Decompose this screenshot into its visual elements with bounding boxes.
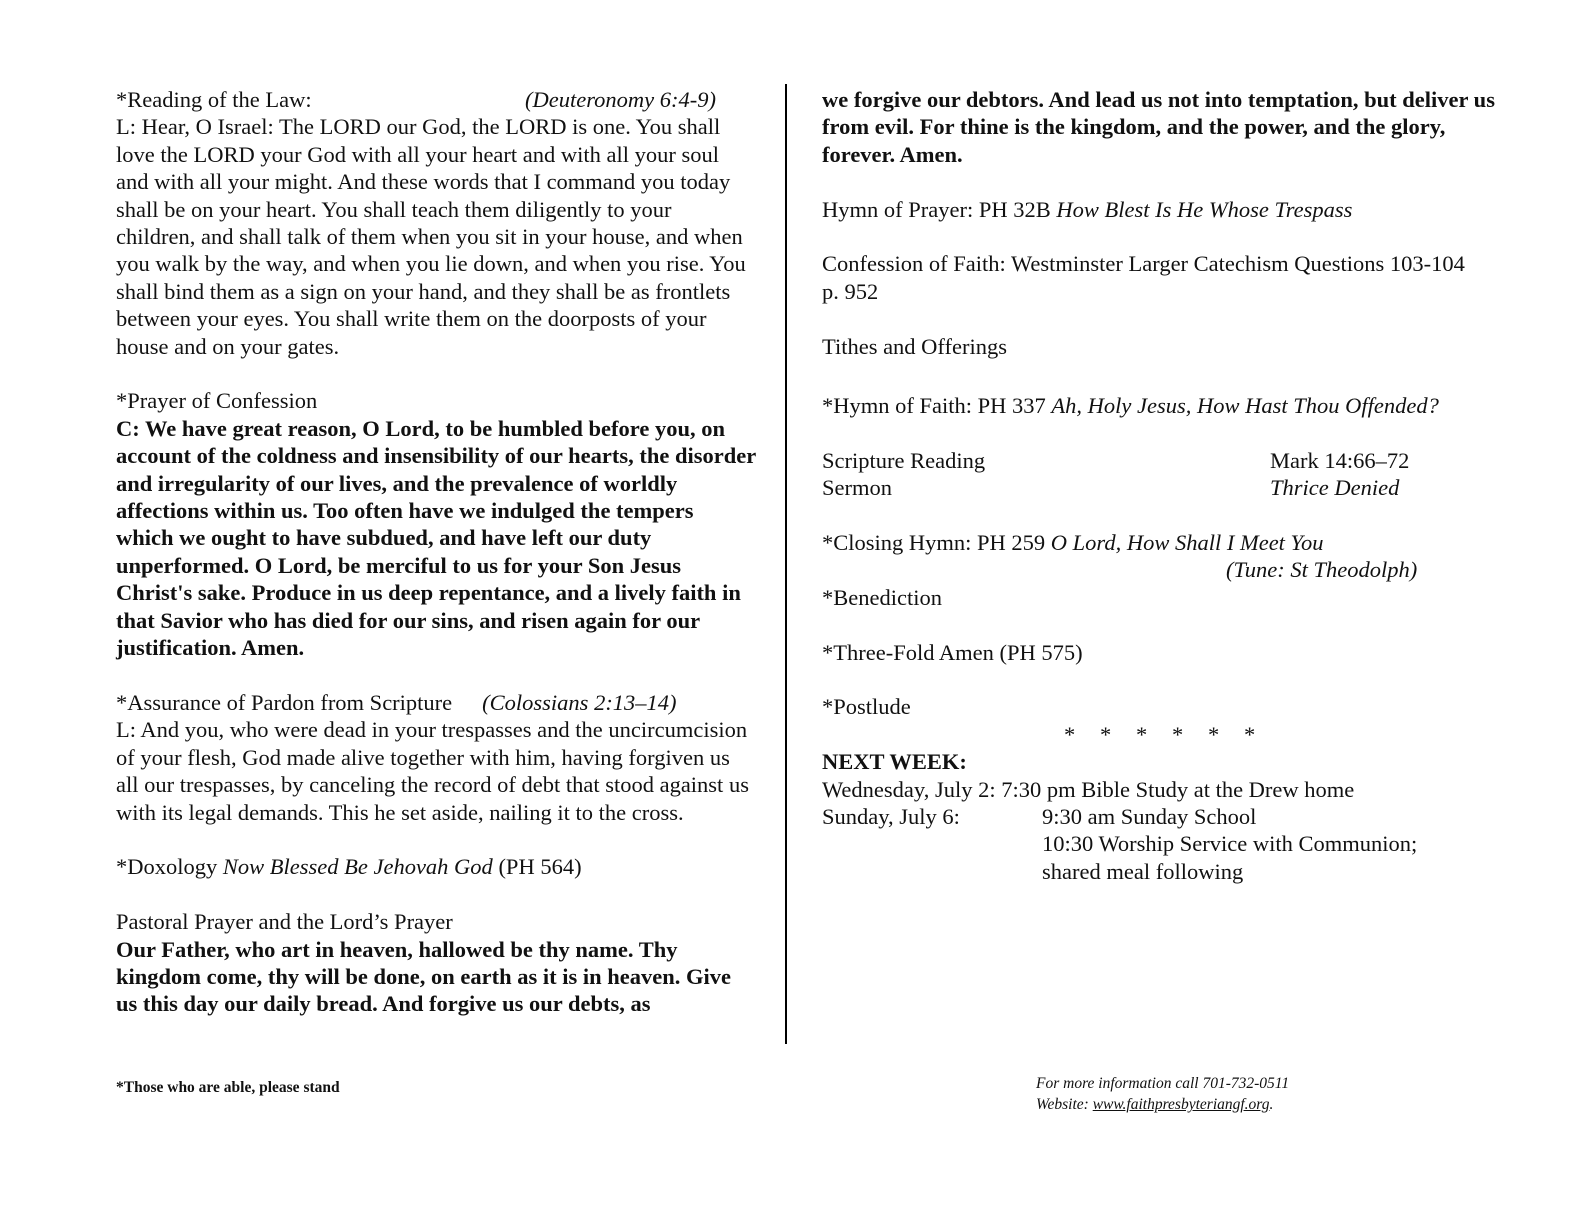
- three-fold-amen: *Three-Fold Amen (PH 575): [822, 639, 1083, 665]
- hymn-of-faith: [822, 392, 1522, 419]
- website-prefix: Website:: [1036, 1096, 1093, 1113]
- scripture-reading-row: [822, 447, 1422, 474]
- hymn-of-faith-prefix: *Hymn of Faith: PH 337: [822, 393, 1052, 419]
- scripture-reading-reference: Mark 14:66–72: [1270, 447, 1410, 473]
- sermon-row: [822, 474, 1422, 501]
- separator-star: *: [1172, 721, 1184, 747]
- lords-prayer-text: Our Father, who art in heaven, hallowed be thy name. Thy kingdom come, thy will be done, on earth as it is in heaven. Give us this day our daily bread. And forgive us our debts, as: [116, 936, 732, 1017]
- confession-text: C: We have great reason, O Lord, to be humbled before you, on account of the coldness and insensibility of our hearts, the disorder and irregularity of our lives, and the prevalence of worldly affections within us. Too often have we indulged the tempers which we ought to have subdued, and have left our duty unperformed. O Lord, be merciful to us for your Son Jesus Christ's sake. Produce in us deep repentance, and a lively faith in that Savior who has died for our sins, and risen again for our justification. Amen.: [116, 415, 756, 661]
- law-reference: (Deuteronomy 6:4-9): [525, 87, 716, 112]
- separator-star: *: [1136, 721, 1148, 747]
- sunday-event-2: 10:30 Worship Service with Communion;: [1042, 831, 1418, 857]
- tithes-and-offerings: Tithes and Offerings: [822, 333, 1007, 359]
- right-column: [822, 86, 1522, 885]
- hymn-of-prayer-title: How Blest Is He Whose Trespass: [1056, 196, 1353, 222]
- left-column: [116, 86, 756, 1018]
- closing-hymn-title: O Lord, How Shall I Meet You: [1050, 530, 1324, 556]
- separator-star: *: [1244, 721, 1256, 747]
- website-line: [1036, 1094, 1289, 1115]
- assurance-heading-row: [116, 689, 756, 716]
- website-suffix: .: [1269, 1096, 1274, 1113]
- benediction: *Benediction: [822, 584, 942, 610]
- separator-star: *: [1208, 721, 1220, 747]
- hymn-of-faith-title: Ah, Holy Jesus, How Hast Thou Offended?: [1051, 393, 1439, 419]
- closing-hymn-tune: (Tune: St Theodolph): [1226, 557, 1418, 583]
- doxology-suffix: (PH 564): [492, 854, 582, 880]
- column-divider: [785, 84, 787, 1044]
- lords-prayer-continued: we forgive our debtors. And lead us not into temptation, but deliver us from evil. For thine is the kingdom, and the power, and the glory, forever. Amen.: [822, 87, 1495, 167]
- sermon-label: Sermon: [822, 475, 892, 501]
- separator-star: *: [1100, 721, 1112, 747]
- stand-note: *Those who are able, please stand: [116, 1079, 340, 1096]
- sunday-details: [1042, 803, 1417, 885]
- wednesday-event: Wednesday, July 2: 7:30 pm Bible Study at the Drew home: [822, 776, 1355, 802]
- doxology-line: [116, 853, 756, 880]
- law-heading-row: [116, 86, 716, 113]
- closing-hymn-prefix: *Closing Hymn: PH 259: [822, 530, 1051, 556]
- separator-star: *: [1064, 721, 1076, 747]
- hymn-of-prayer: [822, 196, 1522, 223]
- contact-info: [1036, 1073, 1289, 1115]
- assurance-heading: *Assurance of Pardon from Scripture: [116, 689, 453, 715]
- sunday-label: Sunday, July 6:: [822, 804, 960, 830]
- assurance-reference: (Colossians 2:13–14): [482, 689, 677, 715]
- pastoral-prayer-heading: Pastoral Prayer and the Lord’s Prayer: [116, 909, 453, 935]
- doxology-title: Now Blessed Be Jehovah God: [222, 854, 493, 880]
- next-week-heading: NEXT WEEK:: [822, 749, 967, 775]
- law-heading: *Reading of the Law:: [116, 87, 312, 112]
- closing-hymn: [822, 529, 1522, 556]
- postlude: *Postlude: [822, 694, 911, 720]
- sunday-event-3: shared meal following: [1042, 858, 1244, 884]
- sermon-title: Thrice Denied: [1270, 475, 1400, 501]
- hymn-of-prayer-prefix: Hymn of Prayer: PH 32B: [822, 196, 1057, 222]
- law-text: L: Hear, O Israel: The LORD our God, the LORD is one. You shall love the LORD your God with all your heart and with all your soul and with all your might. And these words that I command you today shall be on your heart. You shall teach them diligently to your children, and shall talk of them when you sit in your house, and when you walk by the way, and when you lie down, and when you rise. You shall bind them as a sign on your hand, and they shall be as frontlets between your eyes. You shall write them on the doorposts of your house and on your gates.: [116, 114, 746, 359]
- info-line: For more information call 701-732-0511: [1036, 1075, 1290, 1092]
- website-link[interactable]: www.faithpresbyteriangf.org: [1092, 1096, 1270, 1113]
- section-separator: [822, 721, 1522, 748]
- confession-heading: *Prayer of Confession: [116, 388, 318, 414]
- scripture-reading-label: Scripture Reading: [822, 447, 986, 473]
- assurance-text: L: And you, who were dead in your trespasses and the uncircumcision of your flesh, God made alive together with him, having forgiven us all our trespasses, by canceling the record of debt that stood against us with its legal demands. This he set aside, nailing it to the cross.: [116, 717, 749, 825]
- sunday-events: [822, 803, 1522, 885]
- sunday-event-1: 9:30 am Sunday School: [1042, 804, 1257, 830]
- doxology-prefix: *Doxology: [116, 854, 223, 880]
- confession-of-faith: Confession of Faith: Westminster Larger Catechism Questions 103-104 p. 952: [822, 251, 1465, 304]
